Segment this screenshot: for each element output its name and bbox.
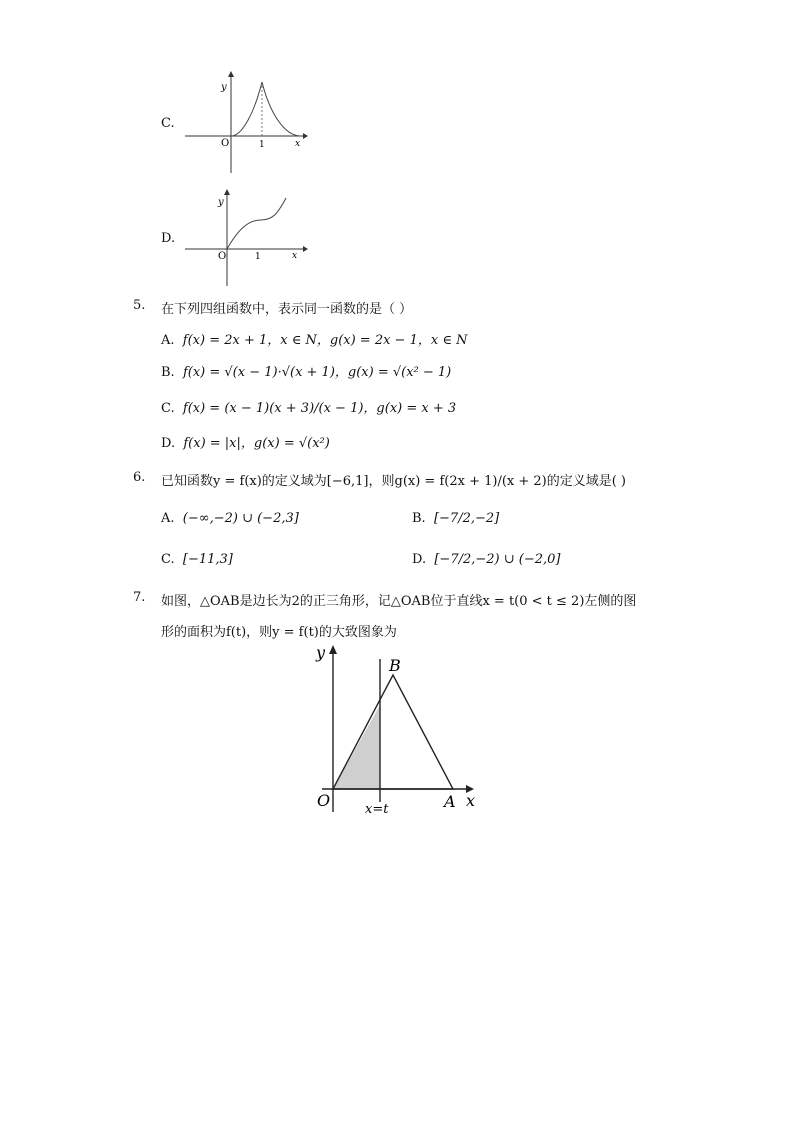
- q6-option-d: [412, 552, 560, 567]
- q7-x-label: x: [466, 791, 476, 810]
- q5-option-d-text: f(x) = |x|，g(x) = √(x²): [183, 436, 330, 451]
- q5-option-b: [161, 361, 451, 380]
- graph-d-x-label: x: [292, 251, 298, 261]
- graph-d-y-label: y: [218, 197, 224, 208]
- q5-option-b-text: f(x) = √(x − 1)·√(x + 1)，g(x) = √(x² − 1): [182, 365, 452, 380]
- q5-option-c: [161, 397, 456, 416]
- graph-d-tick: 1: [255, 252, 261, 262]
- q6-option-b: [412, 511, 499, 526]
- graph-c-tick: 1: [259, 140, 265, 150]
- q5-option-d: [161, 432, 330, 451]
- q7-line-label: x=t: [365, 802, 389, 817]
- q6-option-d-label: D.: [412, 552, 427, 567]
- graph-d: [183, 188, 308, 288]
- q6-option-c: [161, 552, 233, 567]
- q7-a-label: A: [444, 792, 456, 811]
- q7-stem-line2: 形的面积为f(t)，则y = f(t)的大致图象为: [161, 625, 397, 640]
- q7-origin-label: O: [317, 791, 331, 810]
- q6-option-a: [161, 511, 299, 526]
- graph-d-label: D.: [161, 231, 176, 246]
- q5-stem: 在下列四组函数中，表示同一函数的是（ ）: [161, 302, 413, 317]
- q7-number: 7.: [133, 590, 146, 605]
- graph-c: [183, 70, 308, 175]
- graph-c-y-label: y: [221, 82, 227, 93]
- q5-option-b-label: B.: [161, 365, 175, 380]
- q7-y-label: y: [316, 643, 326, 662]
- q7-stem-line1: 如图，△OAB是边长为2的正三角形，记△OAB位于直线x = t(0 < t ≤ 2)左侧的图: [161, 594, 637, 609]
- q5-option-a: [161, 329, 467, 348]
- graph-c-origin: O: [221, 138, 230, 149]
- q6-option-b-label: B.: [412, 511, 426, 526]
- q5-option-d-label: D.: [161, 436, 176, 451]
- q6-stem: 已知函数y = f(x)的定义域为[−6,1]，则g(x) = f(2x + 1)/(x + 2)的定义域是( ): [161, 474, 626, 489]
- graph-c-label: C.: [161, 116, 175, 131]
- q6-number: 6.: [133, 470, 146, 485]
- graph-c-curve: [231, 82, 301, 136]
- graph-d-curve: [227, 198, 286, 249]
- q6-option-a-label: A.: [161, 511, 175, 526]
- graph-d-origin: O: [218, 251, 227, 262]
- q5-option-a-text: f(x) = 2x + 1，x ∈ N，g(x) = 2x − 1，x ∈ N: [182, 333, 468, 348]
- q7-b-label: B: [389, 656, 401, 675]
- q6-option-d-text: [−7/2,−2) ∪ (−2,0]: [434, 552, 561, 567]
- q6-option-b-text: [−7/2,−2]: [433, 511, 500, 526]
- q5-option-c-text: f(x) = (x − 1)(x + 3)/(x − 1)，g(x) = x + 3: [182, 401, 457, 416]
- q5-option-a-label: A.: [161, 333, 175, 348]
- q5-option-c-label: C.: [161, 401, 175, 416]
- q6-option-c-label: C.: [161, 552, 175, 567]
- q6-option-c-text: [−11,3]: [182, 552, 233, 567]
- q5-number: 5.: [133, 298, 146, 313]
- q6-option-a-text: (−∞,−2) ∪ (−2,3]: [182, 511, 299, 526]
- graph-c-x-label: x: [295, 139, 301, 149]
- q7-figure: [308, 642, 483, 820]
